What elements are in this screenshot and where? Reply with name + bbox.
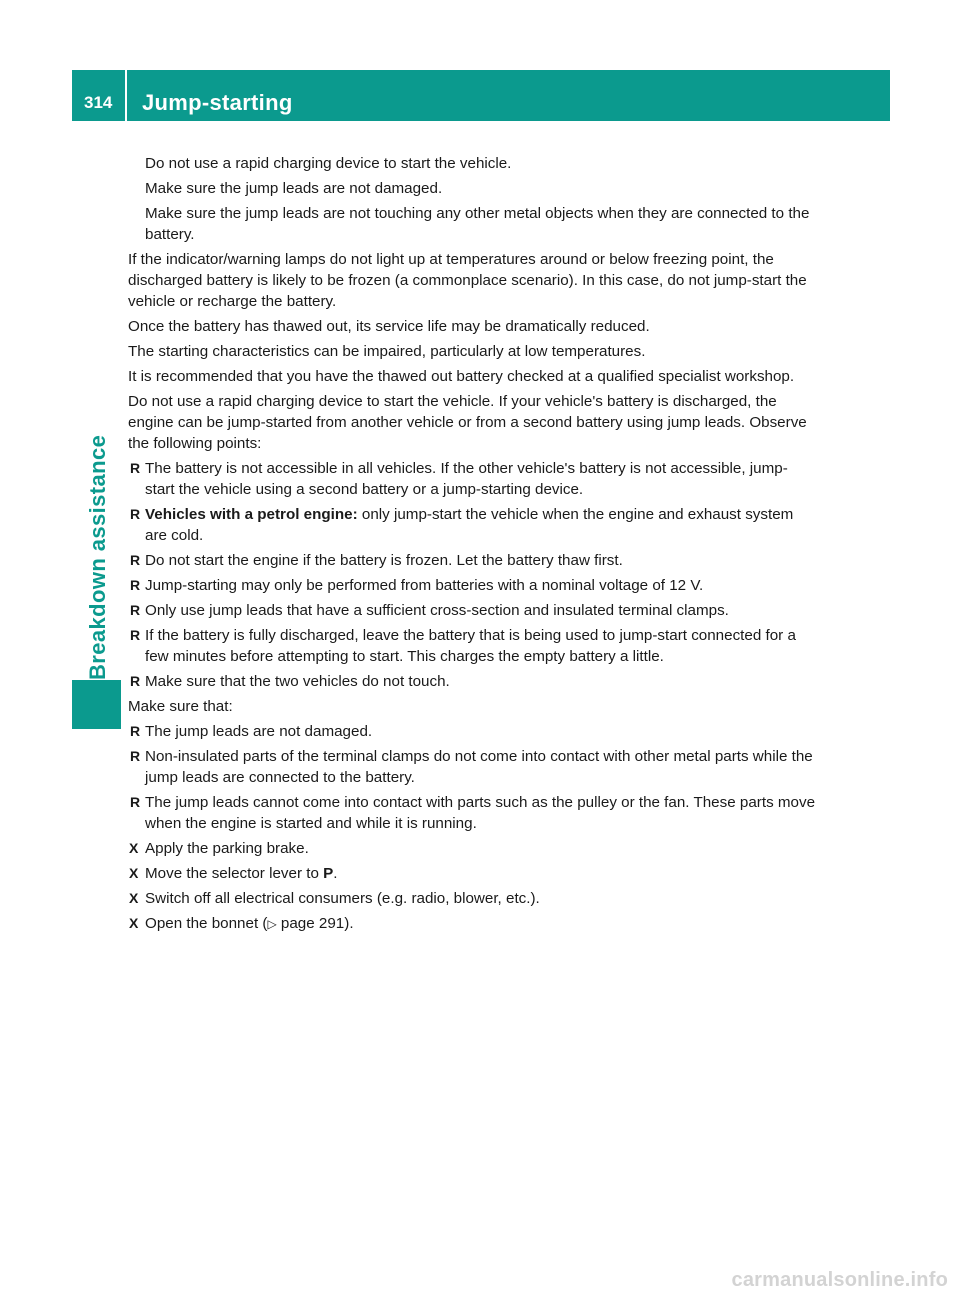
paragraph-rapid-charging: Do not use a rapid charging device to start the vehicle. If your vehicle's battery is discharged, the engine can be jump-started from another vehicle or from a second battery using jump leads. Observe the following points: — [128, 393, 807, 452]
warning-line: Make sure the jump leads are not touching any other metal objects when they are connected to the battery. — [145, 205, 810, 243]
bullet-icon: R — [130, 673, 141, 689]
header-divider — [125, 70, 127, 121]
bullet-icon: R — [130, 577, 141, 593]
page-content — [128, 153, 816, 939]
list-item-text: Non-insulated parts of the terminal clamps do not come into contact with other metal parts while the jump leads are connected to the battery. — [145, 748, 813, 786]
bullet-icon: R — [130, 460, 141, 476]
step-text: Open the bonnet ( — [145, 915, 268, 932]
bullet-icon: R — [130, 794, 141, 810]
section-title: Jump-starting — [142, 90, 293, 115]
step-text: Switch off all electrical consumers (e.g. radio, blower, etc.). — [145, 890, 540, 907]
list-item — [128, 458, 816, 500]
step-arrow-icon: X — [129, 840, 139, 856]
list-item-bold-lead: Vehicles with a petrol engine: — [145, 506, 358, 523]
list-item-text: If the battery is fully discharged, leave the battery that is being used to jump-start connected for a few minutes before attempting to start. This charges the empty battery a little. — [145, 627, 796, 665]
list-item-text: The battery is not accessible in all vehicles. If the other vehicle's battery is not accessible, jump-start the vehicle using a second battery or a jump-starting device. — [145, 460, 788, 498]
instruction-step — [128, 838, 816, 859]
warning-line: Make sure the jump leads are not damaged. — [145, 180, 443, 197]
list-item-text: only jump-start the vehicle when the engine and exhaust system are cold. — [145, 506, 794, 544]
list-item — [128, 792, 816, 834]
paragraph-thawed: Once the battery has thawed out, its service life may be dramatically reduced. — [128, 318, 650, 335]
bullet-icon: R — [130, 627, 141, 643]
instruction-step — [128, 913, 816, 935]
step-text: Apply the parking brake. — [145, 840, 309, 857]
step-arrow-icon: X — [129, 865, 139, 881]
page-reference-link[interactable]: page 291 — [280, 915, 345, 932]
step-arrow-icon: X — [129, 915, 139, 931]
header-bar — [72, 70, 890, 121]
list-item — [128, 746, 816, 788]
list-item — [128, 504, 816, 546]
instruction-step — [128, 888, 816, 909]
bullet-icon: R — [130, 748, 141, 764]
step-arrow-icon: X — [129, 890, 139, 906]
step-text: Move the selector lever to — [145, 865, 324, 882]
paragraph-starting: The starting characteristics can be impaired, particularly at low temperatures. — [128, 343, 646, 360]
side-tab-label: Breakdown assistance — [85, 434, 110, 680]
instruction-step — [128, 863, 816, 884]
step-text-end: . — [333, 865, 338, 882]
list-item-text: The jump leads cannot come into contact with parts such as the pulley or the fan. These parts move when the engine is started and while it is running. — [145, 794, 816, 832]
watermark: carmanualsonline.info — [731, 1269, 948, 1291]
list-item-text: Do not start the engine if the battery is frozen. Let the battery thaw first. — [145, 552, 623, 569]
bullet-icon: R — [130, 602, 141, 618]
list-item — [128, 721, 816, 742]
list-item-text: The jump leads are not damaged. — [145, 723, 373, 740]
list-item-text: Jump-starting may only be performed from batteries with a nominal voltage of 12 V. — [145, 577, 704, 594]
paragraph-recommended: It is recommended that you have the thawed out battery checked at a qualified specialist workshop. — [128, 368, 795, 385]
bullet-icon: R — [130, 552, 141, 568]
bullet-icon: R — [130, 506, 141, 522]
list-item — [128, 625, 816, 667]
list-item — [128, 600, 816, 621]
list-item — [128, 550, 816, 571]
warning-line: Do not use a rapid charging device to start the vehicle. — [145, 155, 512, 172]
step-text-end: ). — [344, 915, 354, 932]
paragraph-frozen: If the indicator/warning lamps do not light up at temperatures around or below freezing point, the discharged battery is likely to be frozen (a commonplace scenario). In this case, do not jump-start the vehicle or recharge the battery. — [128, 251, 807, 310]
page-ref-icon: ▷ — [267, 917, 277, 931]
list-item-text: Make sure that the two vehicles do not touch. — [145, 673, 450, 690]
page-number: 314 — [84, 93, 113, 112]
make-sure-intro: Make sure that: — [128, 698, 233, 715]
list-item — [128, 671, 816, 692]
list-item-text: Only use jump leads that have a sufficient cross-section and insulated terminal clamps. — [145, 602, 729, 619]
selector-position: P — [323, 865, 334, 882]
list-item — [128, 575, 816, 596]
bullet-icon: R — [130, 723, 141, 739]
side-tab-block — [72, 680, 121, 729]
